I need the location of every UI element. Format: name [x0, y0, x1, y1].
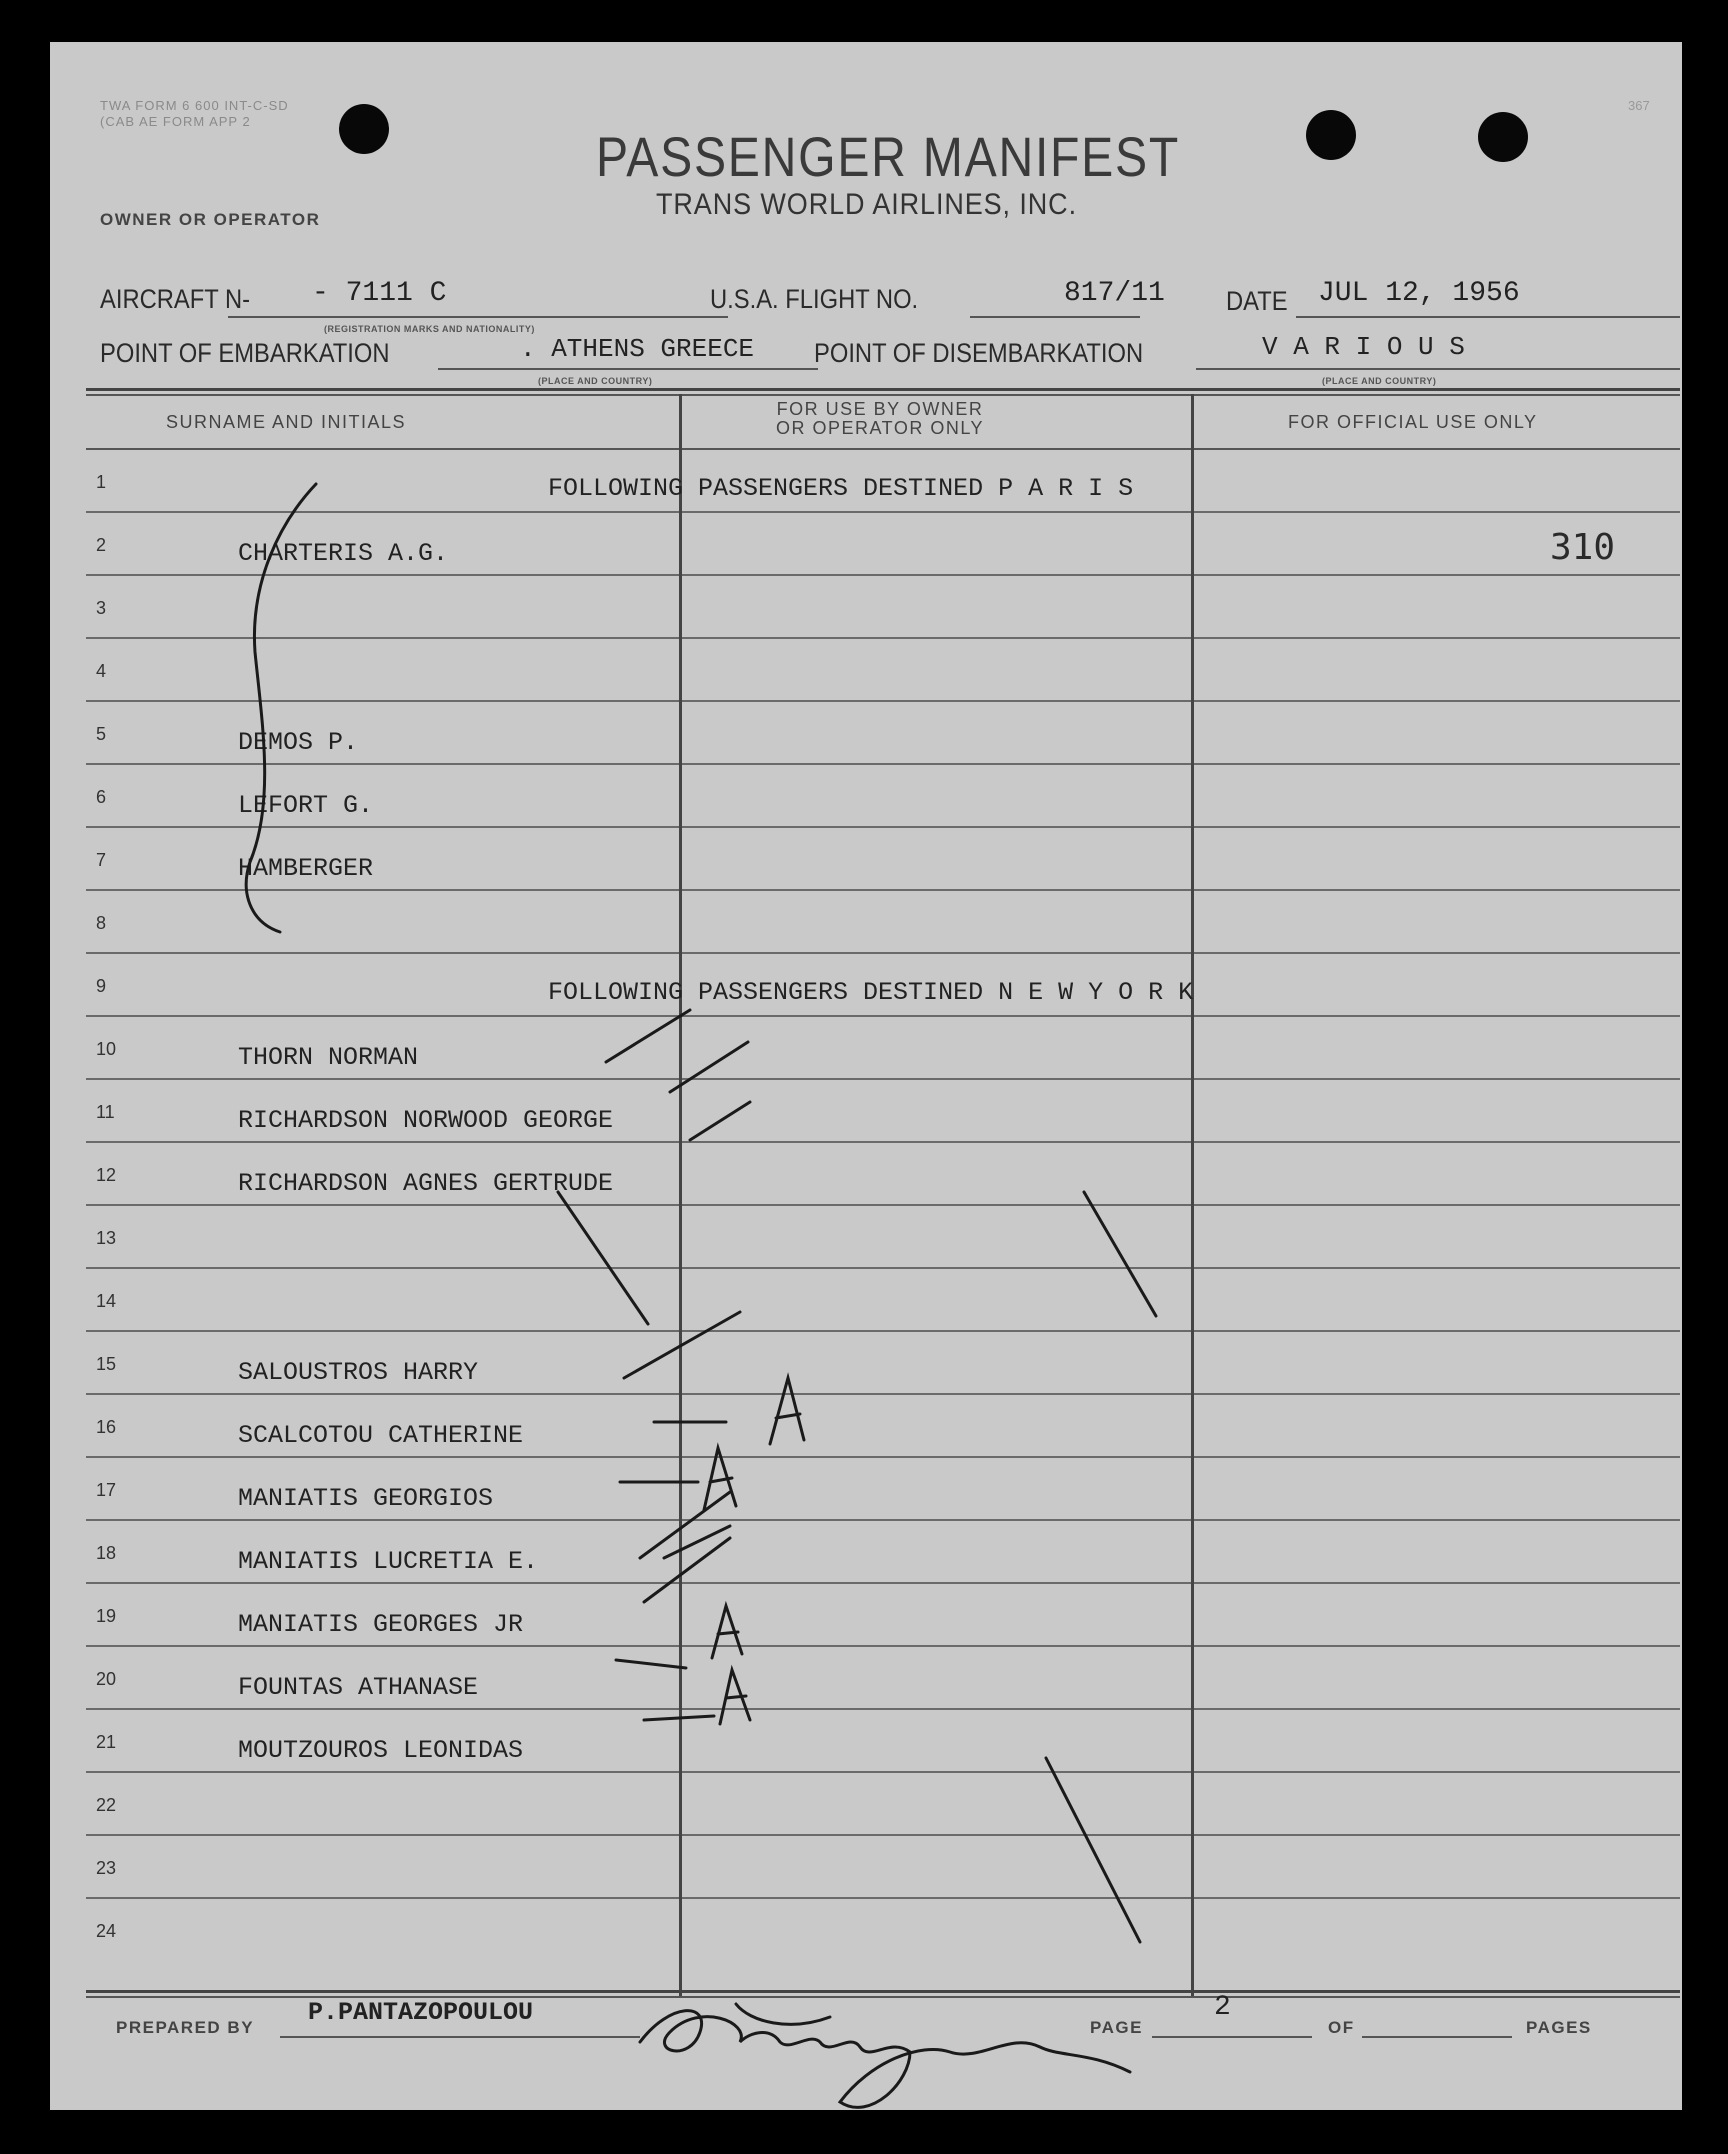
row-number: 21	[96, 1732, 117, 1752]
official-use-value: 310	[1550, 527, 1616, 568]
passenger-name: MOUTZOUROS LEONIDAS	[238, 1736, 524, 1765]
row-number: 4	[96, 661, 107, 681]
mark-row17	[704, 1450, 705, 1451]
row-number: 19	[96, 1606, 117, 1626]
embarkation-label: POINT OF EMBARKATION	[100, 338, 390, 368]
a-mark	[770, 1378, 804, 1444]
flight-value: 817/11	[1064, 278, 1165, 309]
passenger-name: HAMBERGER	[238, 854, 374, 883]
col-header-owner-line2: OR OPERATOR ONLY	[775, 418, 985, 438]
row-number: 10	[96, 1039, 117, 1059]
passenger-name: FOUNTAS ATHANASE	[238, 1673, 479, 1702]
row-number: 16	[96, 1417, 117, 1437]
mark-row16	[770, 1380, 771, 1381]
disembarkation-value: V A R I O U S	[1262, 332, 1465, 362]
check-mark	[616, 1660, 686, 1668]
check-mark	[664, 1526, 730, 1558]
of-label: OF	[1328, 2018, 1355, 2037]
passenger-name: MANIATIS LUCRETIA E.	[238, 1547, 539, 1576]
check-mark	[1084, 1192, 1156, 1316]
row-number: 17	[96, 1480, 117, 1500]
row-number: 1	[96, 472, 107, 492]
row-number: 13	[96, 1228, 117, 1248]
date-label: DATE	[1226, 286, 1288, 316]
col-header-surname: SURNAME AND INITIALS	[166, 412, 407, 432]
bracket-mark	[246, 484, 316, 932]
aircraft-label: AIRCRAFT N-	[100, 284, 251, 314]
destination-banner: FOLLOWING PASSENGERS DESTINED P A R I S	[548, 474, 1134, 503]
row-number: 20	[96, 1669, 117, 1689]
date-value: JUL 12, 1956	[1318, 278, 1520, 309]
check-mark	[690, 1102, 750, 1140]
check-mark	[606, 1010, 690, 1062]
aircraft-value: - 7111 C	[312, 278, 447, 309]
passenger-name: RICHARDSON AGNES GERTRUDE	[238, 1169, 614, 1198]
page-label: PAGE	[1090, 2018, 1143, 2037]
destination-banner: FOLLOWING PASSENGERS DESTINED N E W Y O R K	[548, 978, 1194, 1007]
of-line	[1362, 2036, 1512, 2038]
check-mark	[558, 1192, 648, 1324]
check-mark	[1046, 1758, 1140, 1942]
mark-row20	[712, 1608, 713, 1609]
passenger-name: DEMOS P.	[238, 728, 359, 757]
row-number: 5	[96, 724, 107, 744]
owner-label: OWNER OR OPERATOR	[100, 210, 321, 229]
passenger-name: MANIATIS GEORGIOS	[238, 1484, 494, 1513]
row-number: 7	[96, 850, 107, 870]
row-number: 22	[96, 1795, 117, 1815]
row-number: 9	[96, 976, 107, 996]
passenger-name: THORN NORMAN	[238, 1043, 419, 1072]
form-number: TWA FORM 6 600 INT-C-SD	[100, 98, 289, 113]
page-value: 2	[1214, 1992, 1231, 2023]
a-mark	[720, 1670, 750, 1724]
row-number: 14	[96, 1291, 117, 1311]
signature-mark	[736, 2004, 830, 2024]
page-line	[1152, 2036, 1312, 2038]
mark-row21	[720, 1672, 721, 1673]
row-number: 15	[96, 1354, 117, 1374]
disembarkation-note: (PLACE AND COUNTRY)	[1322, 376, 1437, 386]
prepared-by-line	[280, 2036, 640, 2038]
handwriting-overlay	[50, 42, 1682, 2110]
row-number: 12	[96, 1165, 117, 1185]
col-header-owner-line1: FOR USE BY OWNER	[776, 399, 984, 419]
a-mark	[712, 1606, 742, 1658]
signature	[650, 2008, 657, 2009]
cab-number: (CAB AE FORM APP 2	[100, 114, 251, 129]
manifest-page	[50, 42, 1682, 2110]
row-number: 24	[96, 1921, 117, 1941]
row-number: 23	[96, 1858, 117, 1878]
passenger-name: CHARTERIS A.G.	[238, 539, 449, 568]
passenger-name: RICHARDSON NORWOOD GEORGE	[238, 1106, 614, 1135]
prepared-by-value: P.PANTAZOPOULOU	[308, 1998, 534, 2027]
passenger-name: SALOUSTROS HARRY	[238, 1358, 479, 1387]
page-title: PASSENGER MANIFEST	[596, 125, 1181, 188]
row-number: 3	[96, 598, 107, 618]
passenger-name: SCALCOTOU CATHERINE	[238, 1421, 524, 1450]
passenger-name: MANIATIS GEORGES JR	[238, 1610, 524, 1639]
airline-name: TRANS WORLD AIRLINES, INC.	[656, 188, 1077, 221]
corner-mark: 367	[1628, 98, 1650, 113]
passenger-name: LEFORT G.	[238, 791, 374, 820]
check-mark	[670, 1042, 748, 1092]
disembarkation-label: POINT OF DISEMBARKATION	[814, 338, 1144, 368]
pages-label: PAGES	[1526, 2018, 1592, 2037]
check-mark	[644, 1716, 714, 1720]
row-number: 8	[96, 913, 107, 933]
signature-mark	[640, 2011, 1130, 2108]
prepared-by-label: PREPARED BY	[116, 2018, 255, 2037]
flight-label: U.S.A. FLIGHT NO.	[710, 284, 919, 314]
row-number: 11	[96, 1102, 115, 1122]
row-number: 6	[96, 787, 107, 807]
row-number: 2	[96, 535, 107, 555]
embarkation-value: . ATHENS GREECE	[520, 334, 755, 364]
registration-note: (REGISTRATION MARKS AND NATIONALITY)	[324, 324, 535, 334]
embarkation-note: (PLACE AND COUNTRY)	[538, 376, 653, 386]
check-mark	[624, 1312, 740, 1378]
col-header-official: FOR OFFICIAL USE ONLY	[1288, 412, 1538, 432]
row-number: 18	[96, 1543, 117, 1563]
